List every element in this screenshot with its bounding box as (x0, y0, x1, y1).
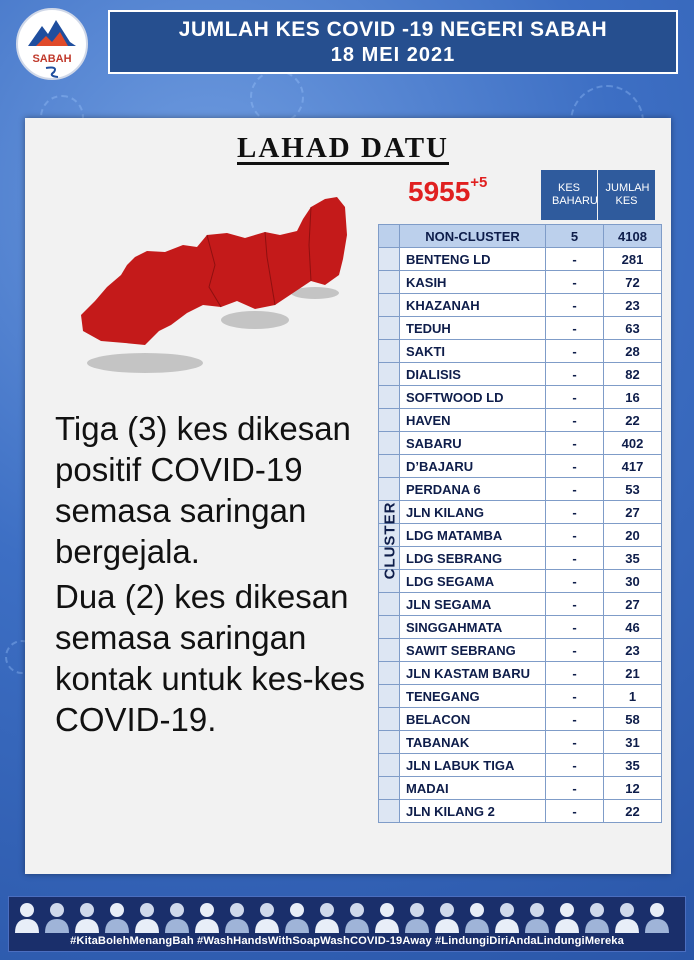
table-row (379, 662, 662, 685)
cluster-name: PERDANA 6 (400, 478, 546, 501)
table-row (379, 639, 662, 662)
cluster-name: JLN KASTAM BARU (400, 662, 546, 685)
row-side-cell (379, 616, 400, 639)
new-cases: - (546, 570, 604, 593)
new-cases: 5 (546, 225, 604, 248)
table-row (379, 616, 662, 639)
cluster-name: MADAI (400, 777, 546, 800)
table-row (379, 547, 662, 570)
cluster-name: SAWIT SEBRANG (400, 639, 546, 662)
sabah-logo (16, 8, 88, 80)
row-side-cell (379, 754, 400, 777)
cluster-name: BELACON (400, 708, 546, 731)
table-row (379, 754, 662, 777)
cluster-name: SAKTI (400, 340, 546, 363)
table-row (379, 432, 662, 455)
person-icon (555, 903, 579, 933)
person-icon (495, 903, 519, 933)
total-cases-cell: 31 (604, 731, 662, 754)
row-side-cell (379, 294, 400, 317)
new-cases: - (546, 478, 604, 501)
total-cases-cell: 35 (604, 547, 662, 570)
total-cases (408, 176, 487, 208)
cluster-name: D’BAJARU (400, 455, 546, 478)
person-icon (435, 903, 459, 933)
total-cases-cell: 402 (604, 432, 662, 455)
cluster-name: DIALISIS (400, 363, 546, 386)
total-cases-cell: 53 (604, 478, 662, 501)
new-cases: - (546, 777, 604, 800)
new-cases: - (546, 340, 604, 363)
hashtags: #KitaBolehMenangBah #WashHandsWithSoapWashCOVID-19Away #LindungiDiriAndaLindungiMereka (70, 935, 624, 947)
person-icon (525, 903, 549, 933)
person-icon (345, 903, 369, 933)
row-side-cell (379, 271, 400, 294)
new-cases: - (546, 294, 604, 317)
new-cases: - (546, 800, 604, 823)
total-cases-cell: 27 (604, 501, 662, 524)
row-side-cell (379, 731, 400, 754)
table-row (379, 800, 662, 823)
table-row (379, 294, 662, 317)
row-side-cell (379, 363, 400, 386)
cluster-label: CLUSTER (381, 501, 399, 579)
total-cases-cell: 4108 (604, 225, 662, 248)
total-cases-cell: 23 (604, 294, 662, 317)
cluster-name: HAVEN (400, 409, 546, 432)
page-title: JUMLAH KES COVID -19 NEGERI SABAH (178, 18, 608, 41)
table-row (379, 386, 662, 409)
table-body (379, 225, 662, 823)
person-icon (315, 903, 339, 933)
total-cases-cell: 281 (604, 248, 662, 271)
row-side-cell (379, 708, 400, 731)
person-icon (285, 903, 309, 933)
total-cases-cell: 58 (604, 708, 662, 731)
new-cases: - (546, 593, 604, 616)
table-row (379, 409, 662, 432)
new-cases: - (546, 547, 604, 570)
row-side-cell (379, 340, 400, 363)
person-icon (645, 903, 669, 933)
row-side-cell (379, 432, 400, 455)
new-cases: - (546, 386, 604, 409)
row-side-cell (379, 248, 400, 271)
new-cases: - (546, 271, 604, 294)
total-count: 5955 (408, 176, 471, 207)
person-icon (585, 903, 609, 933)
person-icon (195, 903, 219, 933)
total-cases-cell: 22 (604, 800, 662, 823)
table-row (379, 501, 662, 524)
total-cases-cell: 23 (604, 639, 662, 662)
total-cases-cell: 20 (604, 524, 662, 547)
row-side-cell (379, 777, 400, 800)
table-row (379, 455, 662, 478)
virus-decoration (250, 70, 304, 124)
person-icon (255, 903, 279, 933)
row-side-cell (379, 386, 400, 409)
table-row (379, 363, 662, 386)
row-side-cell (379, 662, 400, 685)
total-cases-cell: 21 (604, 662, 662, 685)
table-row (379, 340, 662, 363)
total-cases-cell: 30 (604, 570, 662, 593)
cluster-name: SINGGAHMATA (400, 616, 546, 639)
cluster-name: KASIH (400, 271, 546, 294)
new-cases-badge: +5 (470, 174, 488, 191)
row-side-cell (379, 800, 400, 823)
person-icon (405, 903, 429, 933)
cluster-name: TEDUH (400, 317, 546, 340)
person-icon (165, 903, 189, 933)
new-cases: - (546, 317, 604, 340)
new-cases: - (546, 455, 604, 478)
district-shape (81, 197, 347, 345)
column-header-new: KES BAHARU (541, 170, 597, 220)
row-side-cell (379, 685, 400, 708)
new-cases: - (546, 432, 604, 455)
total-cases-cell: 1 (604, 685, 662, 708)
person-icon (225, 903, 249, 933)
total-cases-cell: 27 (604, 593, 662, 616)
new-cases: - (546, 524, 604, 547)
total-cases-cell: 82 (604, 363, 662, 386)
table-row-non-cluster (379, 225, 662, 248)
row-side-cell (379, 409, 400, 432)
district-title: LAHAD DATU (237, 132, 449, 164)
person-icon (75, 903, 99, 933)
person-icon (15, 903, 39, 933)
person-icon (465, 903, 489, 933)
cluster-name: LDG MATAMBA (400, 524, 546, 547)
footer-banner (8, 896, 686, 952)
new-cases: - (546, 639, 604, 662)
person-icon (615, 903, 639, 933)
description-paragraph: Tiga (3) kes dikesan positif COVID-19 semasa saringan bergejala. (55, 410, 351, 570)
table-row (379, 570, 662, 593)
person-icon (45, 903, 69, 933)
cluster-name: BENTENG LD (400, 248, 546, 271)
total-cases-cell: 16 (604, 386, 662, 409)
table-row (379, 708, 662, 731)
total-cases-cell: 417 (604, 455, 662, 478)
table-row (379, 248, 662, 271)
description-paragraph: Dua (2) kes dikesan semasa saringan kontak untuk kes-kes COVID-19. (55, 578, 365, 738)
row-side-cell (379, 225, 400, 248)
cluster-name: TENEGANG (400, 685, 546, 708)
new-cases: - (546, 501, 604, 524)
cluster-name: NON-CLUSTER (400, 225, 546, 248)
table-row (379, 731, 662, 754)
cluster-name: TABANAK (400, 731, 546, 754)
new-cases: - (546, 754, 604, 777)
new-cases: - (546, 363, 604, 386)
total-cases-cell: 22 (604, 409, 662, 432)
district-map (75, 195, 355, 380)
new-cases: - (546, 248, 604, 271)
cluster-table (378, 224, 662, 823)
table-row (379, 317, 662, 340)
new-cases: - (546, 685, 604, 708)
table-row (379, 478, 662, 501)
table-row (379, 524, 662, 547)
person-icon (135, 903, 159, 933)
new-cases: - (546, 616, 604, 639)
total-cases-cell: 12 (604, 777, 662, 800)
table-row (379, 685, 662, 708)
table-row (379, 271, 662, 294)
logo-text: SABAH (32, 53, 72, 65)
cluster-name: JLN KILANG 2 (400, 800, 546, 823)
report-date: 18 MEI 2021 (330, 44, 456, 66)
table-row (379, 593, 662, 616)
person-icon (105, 903, 129, 933)
table-row (379, 777, 662, 800)
column-header-total: JUMLAH KES (598, 170, 655, 220)
row-side-cell (379, 317, 400, 340)
frontliner-icons (15, 899, 679, 933)
cluster-name: SOFTWOOD LD (400, 386, 546, 409)
cluster-name: JLN SEGAMA (400, 593, 546, 616)
cluster-name: JLN KILANG (400, 501, 546, 524)
row-side-cell (379, 639, 400, 662)
header-banner (108, 10, 678, 74)
new-cases: - (546, 731, 604, 754)
total-cases-cell: 72 (604, 271, 662, 294)
cluster-name: SABARU (400, 432, 546, 455)
new-cases: - (546, 662, 604, 685)
new-cases: - (546, 708, 604, 731)
case-description (55, 408, 375, 740)
new-cases: - (546, 409, 604, 432)
cluster-name: KHAZANAH (400, 294, 546, 317)
total-cases-cell: 46 (604, 616, 662, 639)
cluster-name: LDG SEGAMA (400, 570, 546, 593)
total-cases-cell: 63 (604, 317, 662, 340)
total-cases-cell: 35 (604, 754, 662, 777)
cluster-name: LDG SEBRANG (400, 547, 546, 570)
person-icon (375, 903, 399, 933)
cluster-name: JLN LABUK TIGA (400, 754, 546, 777)
total-cases-cell: 28 (604, 340, 662, 363)
